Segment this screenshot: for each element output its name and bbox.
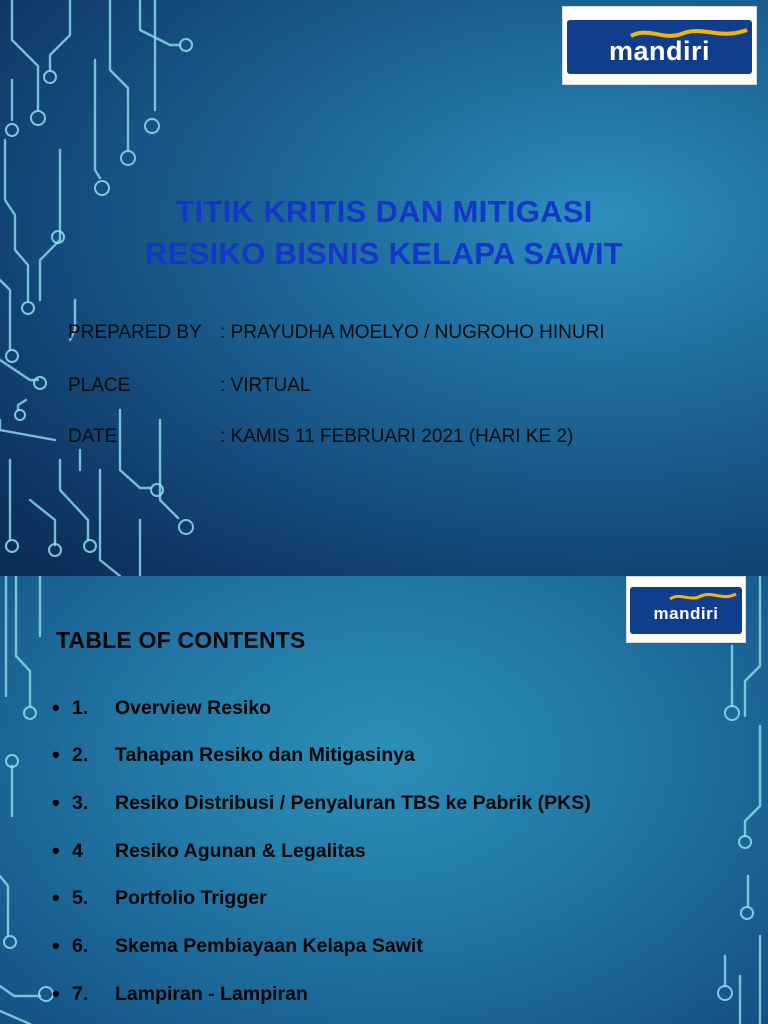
info-value: : PRAYUDHA MOELYO / NUGROHO HINURI: [220, 322, 605, 343]
toc-label: Tahapan Resiko dan Mitigasinya: [115, 744, 415, 766]
toc-number: 4: [72, 840, 83, 862]
mandiri-logo: [562, 6, 757, 85]
logo-panel: [567, 20, 752, 74]
slide-title-line-2: RESIKO BISNIS KELAPA SAWIT: [144, 236, 623, 271]
info-label: DATE: [68, 426, 118, 447]
toc-number: 7.: [72, 983, 89, 1005]
info-label: PREPARED BY: [68, 322, 202, 343]
toc-number: 3.: [72, 792, 89, 814]
toc-label: Lampiran - Lampiran: [115, 983, 308, 1005]
toc-label: Skema Pembiayaan Kelapa Sawit: [115, 935, 423, 957]
toc-label: Resiko Agunan & Legalitas: [115, 840, 366, 862]
toc-label: Resiko Distribusi / Penyaluran TBS ke Pabrik (PKS): [115, 792, 591, 814]
toc-label: Overview Resiko: [115, 697, 272, 719]
info-value: : VIRTUAL: [220, 375, 311, 396]
toc-number: 6.: [72, 935, 89, 957]
logo-wave-icon: [668, 591, 738, 603]
info-label: PLACE: [68, 375, 131, 396]
mandiri-logo: [626, 576, 746, 643]
slide-title-line-1: TITIK KRITIS DAN MITIGASI: [175, 194, 593, 229]
toc-number: 5.: [72, 887, 89, 909]
info-value: : KAMIS 11 FEBRUARI 2021 (HARI KE 2): [220, 426, 574, 447]
toc-heading: TABLE OF CONTENTS: [56, 627, 306, 653]
logo-text: mandiri: [653, 603, 719, 623]
logo-text: mandiri: [608, 35, 711, 66]
toc-number: 1.: [72, 697, 89, 719]
toc-label: Portfolio Trigger: [115, 887, 267, 909]
toc-number: 2.: [72, 744, 89, 766]
logo-panel: [630, 587, 742, 634]
